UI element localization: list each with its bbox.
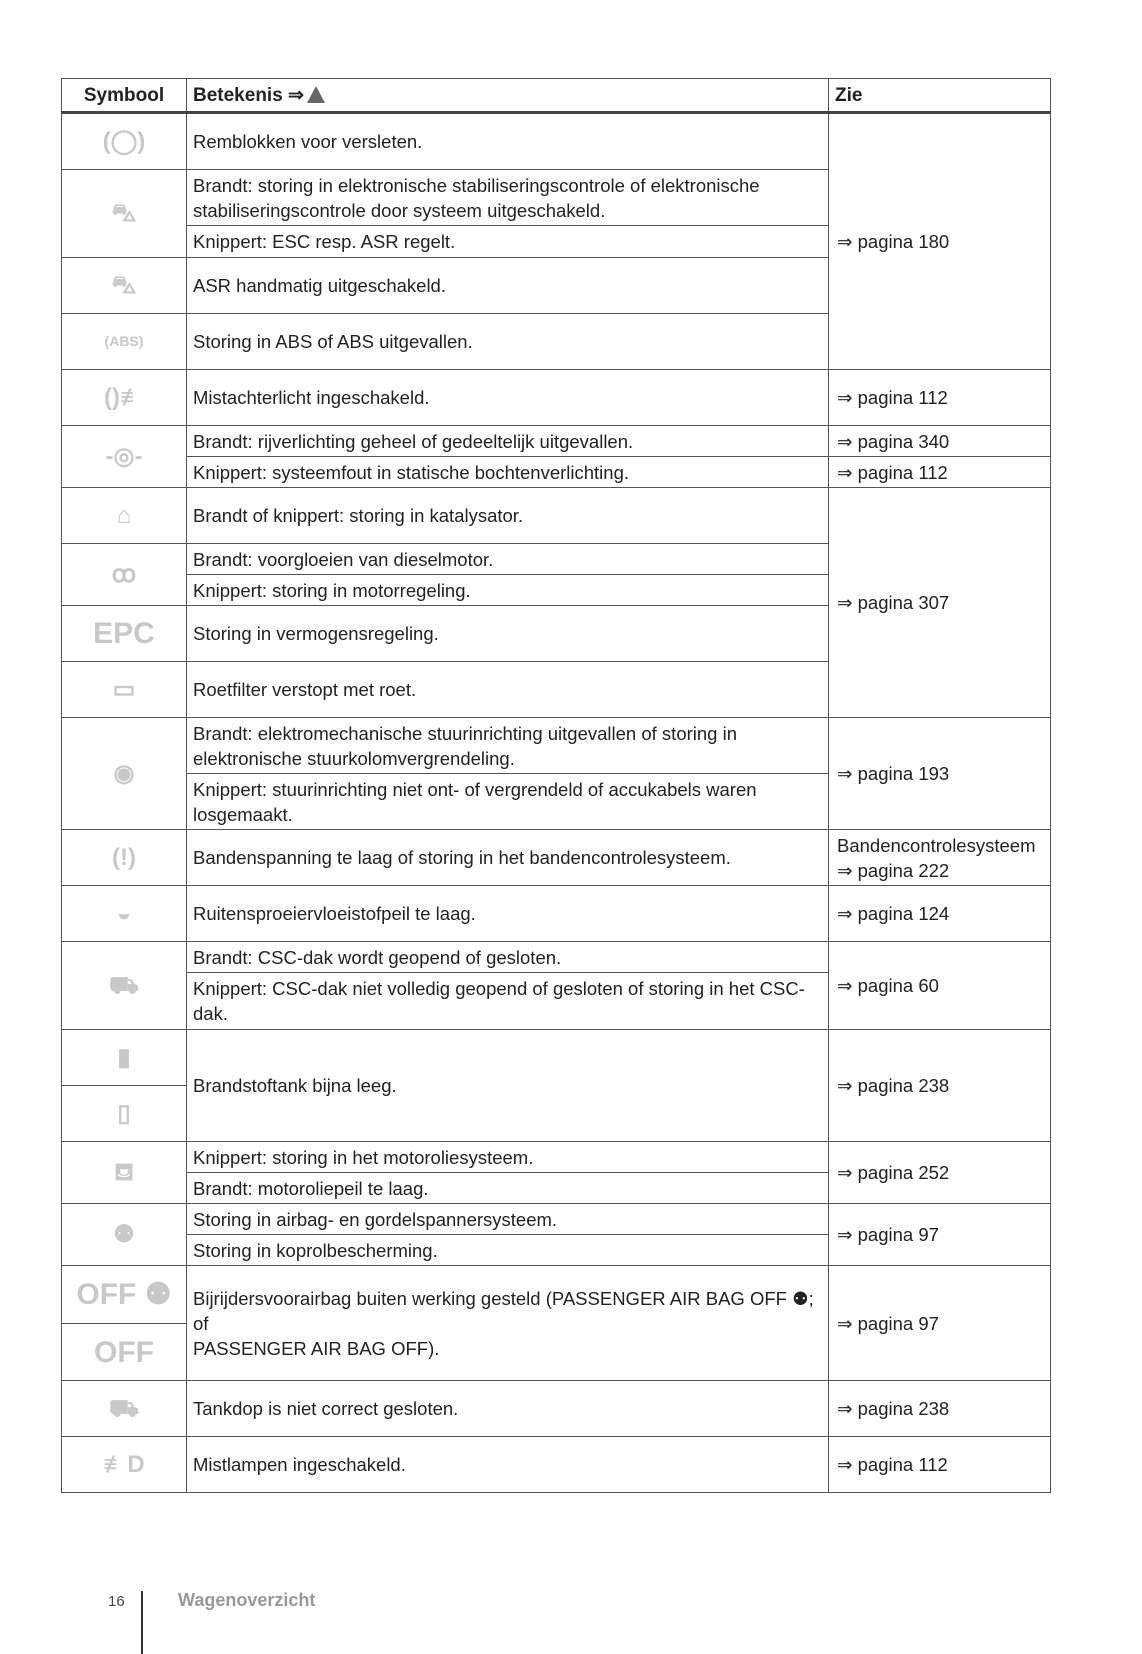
- glow-plug-icon: ꝏ: [62, 544, 187, 606]
- washer-fluid-icon: ◒: [62, 886, 187, 942]
- oil-icon: ⛾: [62, 1142, 187, 1204]
- see-link[interactable]: ⇒ pagina 180: [829, 113, 1051, 370]
- table-row: [62, 718, 1051, 774]
- table-row: [62, 1030, 1051, 1086]
- header-meaning: [187, 79, 829, 113]
- esc-icon: ⛍: [62, 170, 187, 258]
- row-text: Ruitensproeiervloeistofpeil te laag.: [187, 886, 829, 942]
- row-text: Brandt: voorgloeien van dieselmotor.: [187, 544, 829, 575]
- passenger-airbag-off-icon: OFF ⚉: [62, 1266, 187, 1324]
- warning-lights-table: [61, 78, 1051, 1493]
- page-number: 16: [108, 1593, 125, 1610]
- table-row: [62, 113, 1051, 170]
- airbag-icon: ⚉: [62, 1204, 187, 1266]
- see-link[interactable]: ⇒ pagina 112: [829, 457, 1051, 488]
- table-row: [62, 830, 1051, 886]
- see-link[interactable]: ⇒ pagina 238: [829, 1030, 1051, 1142]
- steering-icon: ◉: [62, 718, 187, 830]
- row-text: ASR handmatig uitgeschakeld.: [187, 258, 829, 314]
- row-text: Mistlampen ingeschakeld.: [187, 1437, 829, 1493]
- row-text: Storing in airbag- en gordelspannersysteem.: [187, 1204, 829, 1235]
- row-text: Storing in vermogensregeling.: [187, 606, 829, 662]
- row-text: Brandt: elektromechanische stuurinrichting uitgevallen of storing in elektronische stuurkolomvergrendeling.: [187, 718, 829, 774]
- rear-fog-light-icon: ()≢: [62, 370, 187, 426]
- table-row: [62, 457, 1051, 488]
- table-header: [62, 79, 1051, 113]
- see-link[interactable]: ⇒ pagina 238: [829, 1381, 1051, 1437]
- soot-filter-icon: ▭: [62, 662, 187, 718]
- csc-roof-icon: ⛟: [62, 942, 187, 1030]
- row-text-line: PASSENGER AIR BAG OFF).: [193, 1337, 440, 1359]
- row-text-line: Bijrijdersvoorairbag buiten werking gesteld (PASSENGER AIR BAG OFF ⚉; of: [193, 1287, 814, 1334]
- table-row: [62, 1437, 1051, 1493]
- warning-triangle-icon: [307, 86, 325, 103]
- row-text: Knippert: CSC-dak niet volledig geopend of gesloten of storing in het CSC-dak.: [187, 973, 829, 1030]
- row-text: Brandt: CSC-dak wordt geopend of gesloten.: [187, 942, 829, 973]
- see-link[interactable]: ⇒ pagina 307: [829, 488, 1051, 718]
- header-see: Zie: [829, 79, 1051, 113]
- table-row: [62, 1204, 1051, 1235]
- row-text: Tankdop is niet correct gesloten.: [187, 1381, 829, 1437]
- table-row: [62, 370, 1051, 426]
- tyre-pressure-icon: (!): [62, 830, 187, 886]
- table-row: [62, 942, 1051, 973]
- fuel-cap-icon: ⛟: [62, 1381, 187, 1437]
- row-text: Storing in ABS of ABS uitgevallen.: [187, 314, 829, 370]
- see-link[interactable]: ⇒ pagina 60: [829, 942, 1051, 1030]
- table-row: [62, 1266, 1051, 1324]
- row-text: [187, 1266, 829, 1381]
- row-text: Brandt: storing in elektronische stabiliseringscontrole of elektronische stabiliseringscontrole door systeem uitgeschakeld.: [187, 170, 829, 226]
- table-row: [62, 886, 1051, 942]
- row-text: Knippert: systeemfout in statische bochtenverlichting.: [187, 457, 829, 488]
- fuel-icon: ▮: [62, 1030, 187, 1086]
- table-row: [62, 1381, 1051, 1437]
- row-text: Storing in koprolbescherming.: [187, 1235, 829, 1266]
- see-link[interactable]: ⇒ pagina 97: [829, 1266, 1051, 1381]
- light-fault-icon: -◎-: [62, 426, 187, 488]
- row-text: Bandenspanning te laag of storing in het bandencontrolesysteem.: [187, 830, 829, 886]
- row-text: Knippert: storing in het motoroliesysteem.: [187, 1142, 829, 1173]
- see-link[interactable]: ⇒ pagina 340: [829, 426, 1051, 457]
- header-symbol: Symbool: [62, 79, 187, 113]
- table-row: [62, 1142, 1051, 1173]
- row-text: Brandstoftank bijna leeg.: [187, 1030, 829, 1142]
- row-text: Remblokken voor versleten.: [187, 113, 829, 170]
- footer-divider: [141, 1591, 143, 1654]
- row-text: Brandt: rijverlichting geheel of gedeeltelijk uitgevallen.: [187, 426, 829, 457]
- fog-light-icon: ≢D: [62, 1437, 187, 1493]
- table-row: [62, 426, 1051, 457]
- abs-icon: (ABS): [62, 314, 187, 370]
- row-text: Brandt of knippert: storing in katalysator.: [187, 488, 829, 544]
- epc-icon: EPC: [62, 606, 187, 662]
- row-text: Knippert: ESC resp. ASR regelt.: [187, 226, 829, 258]
- see-link[interactable]: ⇒ pagina 193: [829, 718, 1051, 830]
- row-text: Knippert: stuurinrichting niet ont- of vergrendeld of accukabels waren losgemaakt.: [187, 774, 829, 830]
- see-link[interactable]: ⇒ pagina 97: [829, 1204, 1051, 1266]
- see-link[interactable]: ⇒ pagina 252: [829, 1142, 1051, 1204]
- table-row: [62, 488, 1051, 544]
- header-meaning-label: Betekenis ⇒: [193, 84, 304, 106]
- asr-off-icon: ⛍: [62, 258, 187, 314]
- fuel-outline-icon: ▯: [62, 1086, 187, 1142]
- row-text: Brandt: motoroliepeil te laag.: [187, 1173, 829, 1204]
- catalyst-icon: ⌂: [62, 488, 187, 544]
- row-text: Knippert: storing in motorregeling.: [187, 575, 829, 606]
- see-link[interactable]: ⇒ pagina 112: [829, 370, 1051, 426]
- brake-pad-icon: (◯): [62, 113, 187, 170]
- off-indicator-icon: OFF: [62, 1324, 187, 1381]
- row-text: Mistachterlicht ingeschakeld.: [187, 370, 829, 426]
- row-text: Roetfilter verstopt met roet.: [187, 662, 829, 718]
- see-link[interactable]: Bandencontrolesysteem ⇒ pagina 222: [829, 830, 1051, 886]
- see-link[interactable]: ⇒ pagina 112: [829, 1437, 1051, 1493]
- section-title: Wagenoverzicht: [178, 1590, 316, 1610]
- see-link[interactable]: ⇒ pagina 124: [829, 886, 1051, 942]
